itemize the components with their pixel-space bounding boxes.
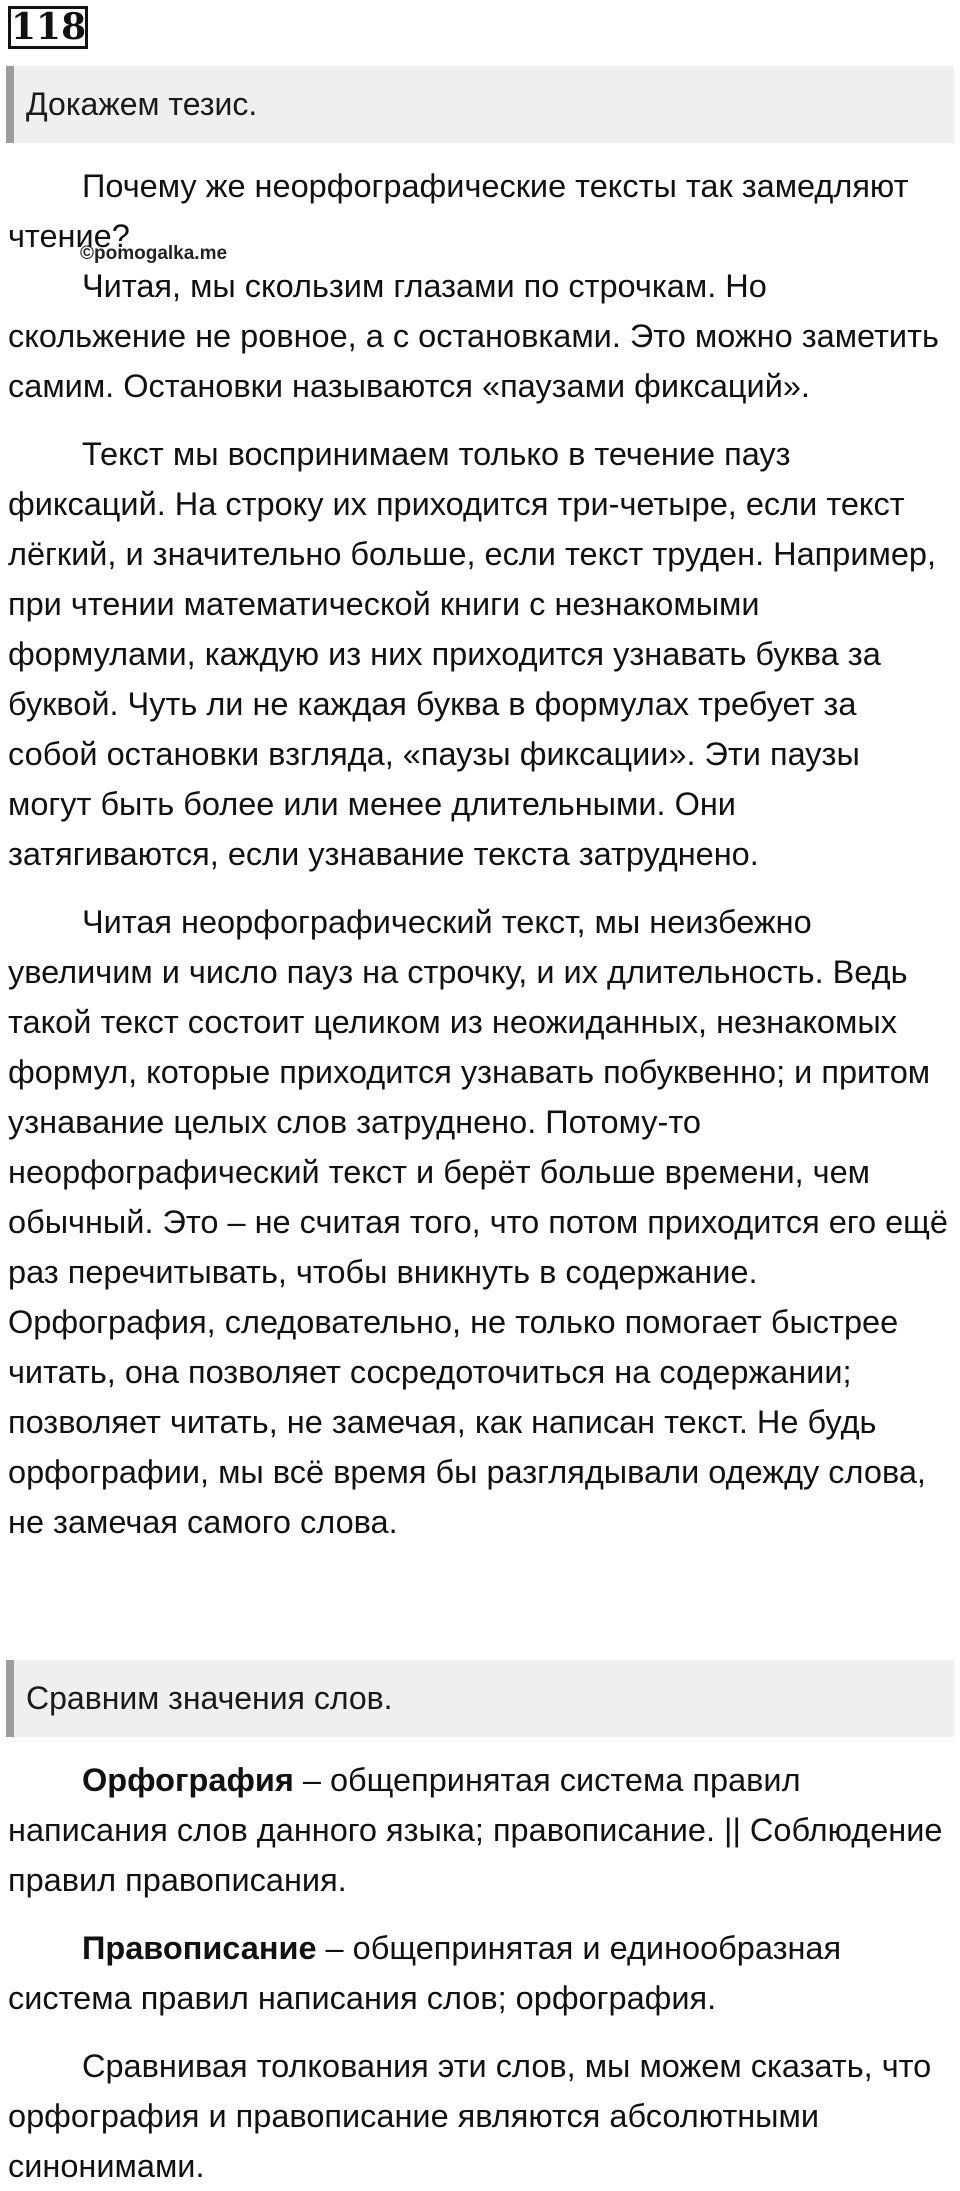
watermark: ©pomogalka.me [80,243,228,264]
definition-text: – общепринятая и единообразная система правил написания слов; орфография. [8,1930,842,2016]
task-number-box: 118 [8,6,88,49]
definition-term: Орфография [82,1762,294,1798]
paragraph: Почему же неорфографические тексты так замедляют чтение? [8,168,909,254]
section-heading-compare: Сравним значения слов. [6,1660,954,1737]
definition-paragraph [8,1755,952,1905]
section-heading-proof: Докажем тезис. [6,66,954,143]
definition-text: – общепринятая система правил написания слов данного языка; правописание. || Соблюдение правил правописания. [8,1762,943,1898]
paragraph: Текст мы воспринимаем только в течение пауз фиксаций. На строку их приходится три-четыре, если текст лёгкий, и значительно больше, если текст труден. Например, при чтении математической книги с незнакомыми формулами, каждую из них приходится узнавать буква за буквой. Чуть ли не каждая буква в формулах требует за собой остановки взгляда, «паузы фиксации». Эти паузы могут быть более или менее длительными. Они затягиваются, если узнавание текста затруднено. [8,436,937,872]
conclusion-paragraph: Сравнивая толкования эти слов, мы можем сказать, что орфография и правописание являются абсолютными синонимами. [8,2048,932,2184]
section-body-proof [8,161,952,1547]
section-body-compare [8,1755,952,2191]
definition-paragraph [8,1923,952,2023]
paragraph: Читая, мы скользим глазами по строчкам. Но скольжение не ровное, а с остановками. Это можно заметить самим. Остановки называются «паузами фиксаций». [8,268,939,404]
definition-term: Правописание [82,1930,317,1966]
paragraph: Читая неорфографический текст, мы неизбежно увеличим и число пауз на строчку, и их длительность. Ведь такой текст состоит целиком из неожиданных, незнакомых формул, которые приходится узнавать побуквенно; и притом узнавание целых слов затруднено. Потому-то неорфографический текст и берёт больше времени, чем обычный. Это – не считая того, что потом приходится его ещё раз перечитывать, чтобы вникнуть в содержание. Орфография, следовательно, не только помогает быстрее читать, она позволяет сосредоточиться на содержании; позволяет читать, не замечая, как написан текст. Не будь орфографии, мы всё время бы разглядывали одежду слова, не замечая самого слова. [8,904,948,1540]
